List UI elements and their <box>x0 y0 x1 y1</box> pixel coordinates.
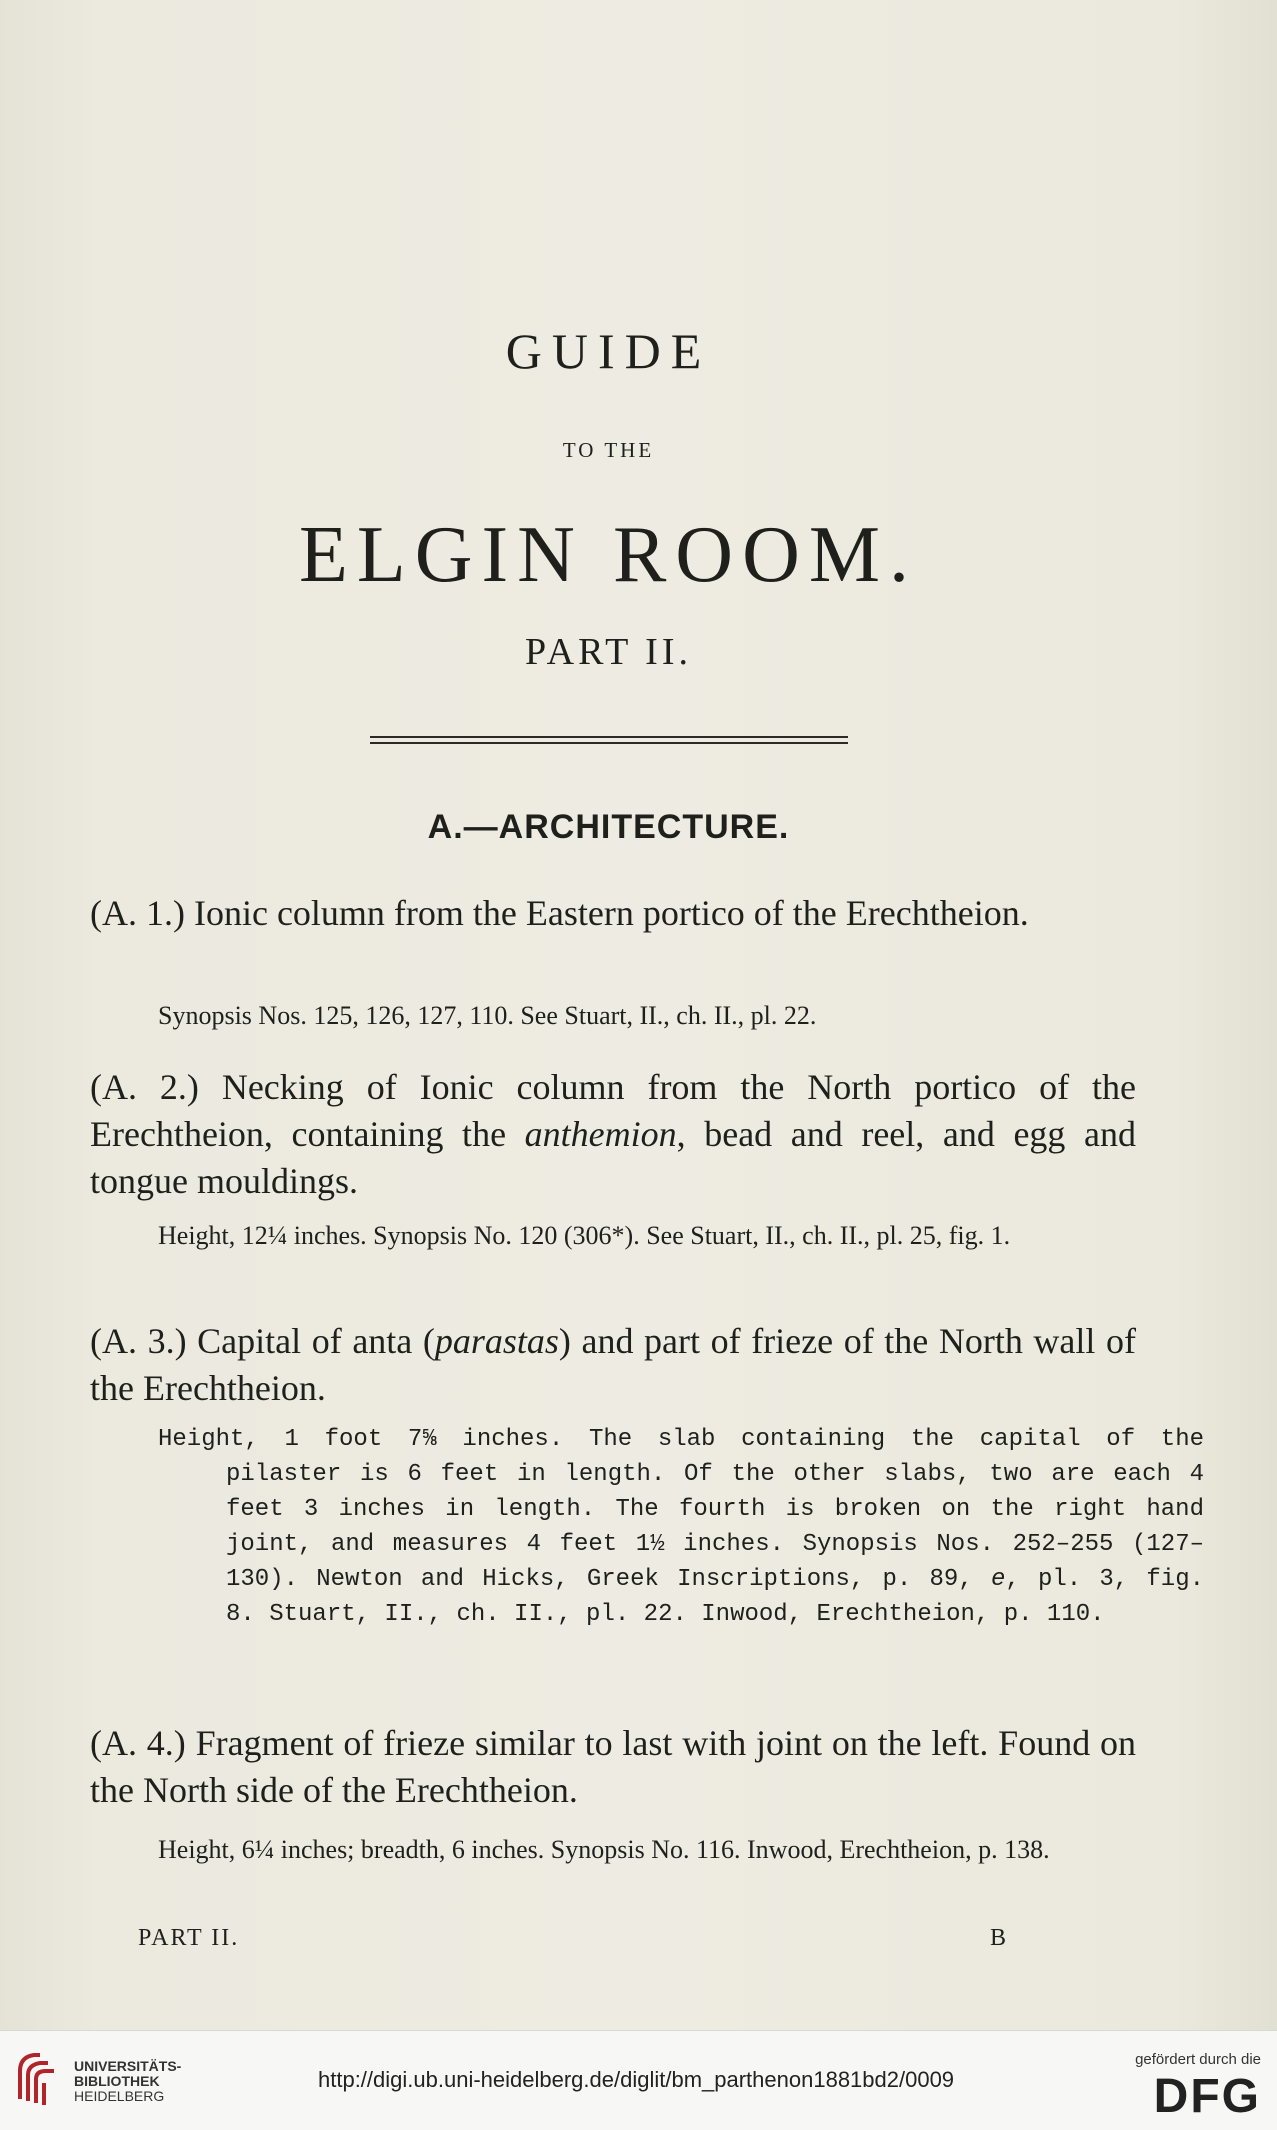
title-guide: GUIDE <box>505 323 712 379</box>
double-rule-top <box>370 736 848 738</box>
entry-a3-note-italic: e <box>990 1566 1006 1593</box>
title-part: PART II. <box>525 631 692 673</box>
entry-a2-text-1: (A. 2.) Necking of Ionic column from the North portico of the Erechtheion, containing the <box>90 1067 1136 1154</box>
title-to-the: TO THE <box>562 438 655 462</box>
entry-a3-note <box>158 1422 1204 1632</box>
footer-signature: B <box>990 1925 1009 1951</box>
entry-a2 <box>90 1064 1136 1205</box>
permalink[interactable]: http://digi.ub.uni-heidelberg.de/diglit/bm_parthenon1881bd2/0009 <box>318 2067 955 2092</box>
entry-a2-text-2: , bead and reel, and egg and tongue mouldings. <box>90 1114 1136 1201</box>
library-name-line-2: BIBLIOTHEK <box>74 2073 160 2089</box>
entry-a2-italic: anthemion <box>524 1114 677 1154</box>
library-name-line-1: UNIVERSITÄTS- <box>74 2058 182 2074</box>
entry-a4-note: Height, 6¼ inches; breadth, 6 inches. Synopsis No. 116. Inwood, Erechtheion, p. 138. <box>158 1835 1050 1864</box>
library-name <box>74 2059 181 2104</box>
title-elgin-room: ELGIN ROOM. <box>299 511 918 599</box>
funded-by-label: gefördert durch die <box>1135 2051 1261 2068</box>
dfg-logo: DFG <box>1153 2070 1261 2123</box>
entry-a4: (A. 4.) Fragment of frieze similar to last with joint on the left. Found on the North side of the Erechtheion. <box>90 1723 1136 1810</box>
entry-a3-italic: parastas <box>434 1321 559 1361</box>
double-rule-bottom <box>370 742 848 744</box>
entry-a3 <box>90 1318 1136 1412</box>
entry-a3-text-2: ) and part of frieze of the North wall of the Erechtheion. <box>90 1321 1136 1408</box>
entry-a1-note: Synopsis Nos. 125, 126, 127, 110. See Stuart, II., ch. II., pl. 22. <box>158 1001 817 1030</box>
entry-a3-note-text-2: , pl. 3, fig. 8. Stuart, II., ch. II., pl. 22. Inwood, Erechtheion, p. 110. <box>226 1566 1204 1628</box>
entry-a3-note-text-1: Height, 1 foot 7⅝ inches. The slab containing the capital of the pilaster is 6 feet in length. Of the other slabs, two are each 4 feet 3 inches in length. The fourth is broken on the right hand joint, and measures 4 feet 1½ inches. Synopsis Nos. 252–255 (127–130). Newton and Hicks, Greek Inscriptions, p. 89, <box>158 1426 1204 1593</box>
section-title: A.—ARCHITECTURE. <box>427 808 790 846</box>
entry-a1: (A. 1.) Ionic column from the Eastern portico of the Erechtheion. <box>90 893 1029 933</box>
viewer-footer-bar <box>0 2030 1277 2130</box>
entry-a3-text-1: (A. 3.) Capital of anta ( <box>90 1321 435 1361</box>
entry-a2-note: Height, 12¼ inches. Synopsis No. 120 (306*). See Stuart, II., ch. II., pl. 25, fig. 1. <box>158 1221 1011 1250</box>
library-name-line-3: HEIDELBERG <box>74 2088 165 2104</box>
footer-part: PART II. <box>138 1925 240 1951</box>
library-logo-icon <box>14 2049 68 2107</box>
